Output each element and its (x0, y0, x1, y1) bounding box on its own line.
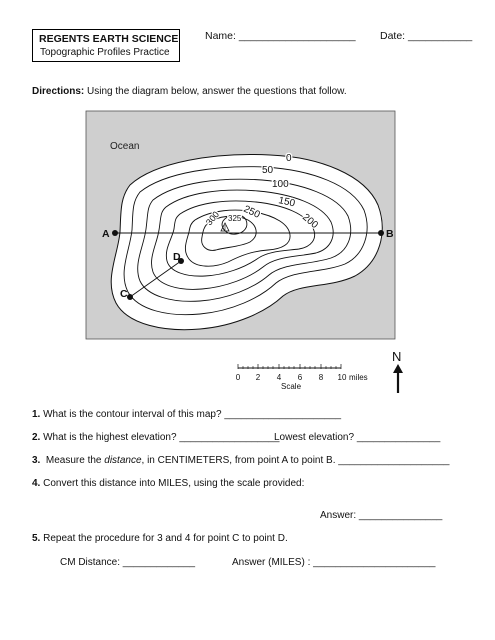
question-emphasis: distance (104, 455, 142, 466)
north-label: N (392, 349, 402, 364)
contour-label-150: 150 (277, 195, 296, 210)
question-number: 5. (32, 533, 41, 544)
contour-label-325: 325 (228, 214, 242, 223)
question-3 (32, 455, 449, 466)
scale-tick-label: 8 (318, 373, 324, 382)
question-5 (32, 533, 288, 544)
scale-tick-label: 6 (297, 373, 303, 382)
point-a-marker (112, 230, 118, 236)
point-b-label: B (386, 228, 394, 240)
point-d-label: D (173, 251, 181, 263)
question-number: 4. (32, 478, 41, 489)
contour-label-50: 50 (262, 165, 274, 176)
question-number: 1. (32, 409, 41, 420)
question-text: What is the highest elevation? __________________ (40, 432, 280, 443)
contour-label-0: 0 (286, 153, 292, 164)
worksheet-subtitle: Topographic Profiles Practice (40, 47, 170, 58)
contour-label-100: 100 (272, 179, 289, 190)
point-b-marker (378, 230, 384, 236)
scale-label: Scale (281, 382, 302, 391)
question-text: Convert this distance into MILES, using the scale provided: (40, 478, 305, 489)
question-text: What is the contour interval of this map? _____________________ (40, 409, 342, 420)
scale-tick-label: 2 (255, 373, 261, 382)
directions-label: Directions: (32, 86, 85, 97)
north-arrow-head-icon (393, 364, 403, 373)
date-field[interactable]: Date: ___________ (380, 30, 473, 42)
question-text: Measure the (40, 455, 105, 466)
question-number: 2. (32, 432, 41, 443)
question-text: , in CENTIMETERS, from point A to point B. ____________________ (141, 455, 450, 466)
question-text: Repeat the procedure for 3 and 4 for point C to point D. (40, 533, 288, 544)
contour-label-250: 250 (241, 203, 262, 221)
ocean-label: Ocean (110, 141, 140, 152)
question-number: 3. (32, 455, 41, 466)
point-c-marker (127, 294, 133, 300)
point-c-label: C (120, 288, 128, 300)
contour-label-200: 200 (300, 211, 320, 232)
scale-bar (236, 364, 368, 391)
question-4-answer[interactable]: Answer: _______________ (320, 510, 443, 521)
name-field[interactable]: Name: ____________________ (205, 30, 356, 42)
course-title: REGENTS EARTH SCIENCE (39, 33, 179, 45)
cm-distance-field[interactable]: CM Distance: _____________ (60, 557, 196, 568)
miles-answer-field[interactable]: Answer (MILES) : ______________________ (232, 557, 436, 568)
question-2 (32, 432, 279, 443)
question-4 (32, 478, 304, 489)
scale-tick-label: 4 (276, 373, 282, 382)
contour-label-300: 300 (203, 209, 222, 228)
point-a-label: A (102, 228, 110, 240)
scale-tick-label: 0 (235, 373, 241, 382)
question-1 (32, 409, 341, 420)
directions-text: Using the diagram below, answer the questions that follow. (84, 86, 347, 97)
scale-unit-label: miles (349, 373, 368, 382)
scale-tick-label: 10 (337, 373, 347, 382)
question-2-lowest[interactable]: Lowest elevation? _______________ (274, 432, 441, 443)
